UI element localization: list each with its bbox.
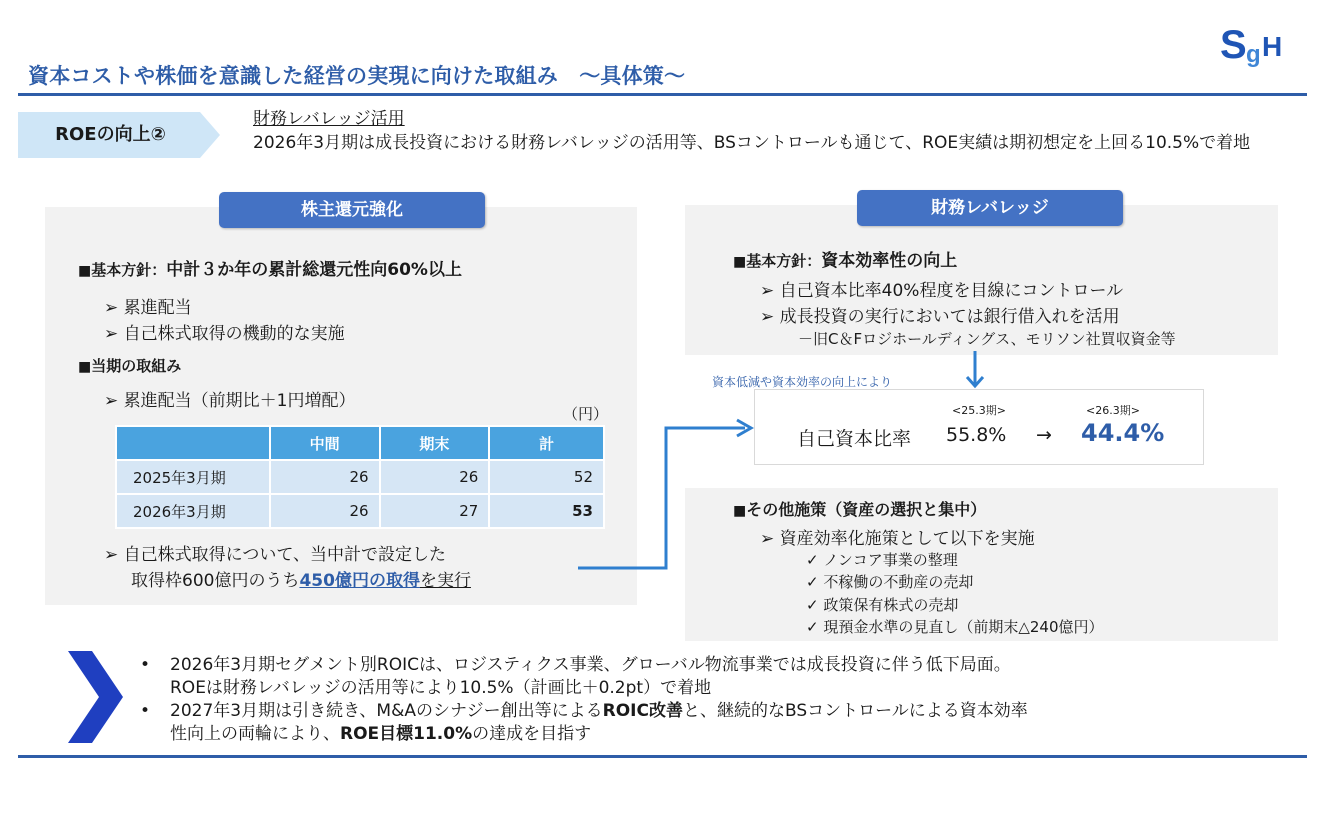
other-item: ➢ 資産効率化施策として以下を実施 (760, 529, 1035, 549)
summary-bullet-1: • 2026年3月期セグメント別ROICは、ロジスティクス事業、グローバル物流事業では成長投資に伴う低下局面。 (140, 655, 1011, 675)
shareholder-return-header: 株主還元強化 (219, 192, 485, 228)
arrow-bullet-icon: ➢ (760, 281, 780, 301)
row-label: 2025年3月期 (116, 460, 270, 494)
arrow-note: 資本低減や資本効率の向上により (712, 375, 893, 389)
svg-text:g: g (1246, 41, 1261, 68)
roe-tag-label: ROEの向上② (55, 124, 166, 145)
table-cell: 26 (270, 460, 380, 494)
arrow-bullet-icon: ➢ (760, 529, 780, 549)
square-bullet-icon: ■ (733, 254, 747, 270)
check-item: ✓ 政策保有株式の売却 (806, 596, 959, 614)
right-item-2: ➢ 成長投資の実行においては銀行借入れを活用 (760, 307, 1120, 327)
period-before: <25.3期> (952, 404, 1006, 417)
row-label: 2026年3月期 (116, 494, 270, 528)
check-item: ✓ 不稼働の不動産の売却 (806, 573, 974, 591)
other-title: ■その他施策（資産の選択と集中） (733, 500, 987, 519)
leverage-description: 2026年3月期は成長投資における財務レバレッジの活用等、BSコントロールも通じて、ROE実績は期初想定を上回る10.5%で着地 (253, 133, 1251, 153)
svg-text:S: S (1220, 23, 1247, 67)
unit-label: （円） (563, 405, 609, 423)
square-bullet-icon: ■ (78, 359, 92, 375)
ratio-before: 55.8% (946, 424, 1007, 446)
check-item: ✓ ノンコア事業の整理 (806, 551, 958, 569)
chevron-right-icon (68, 651, 123, 743)
bottom-rule (18, 755, 1307, 758)
table-corner (116, 426, 270, 460)
sgh-logo (1220, 22, 1292, 68)
arrow-bullet-icon: ➢ (104, 391, 124, 411)
right-item-1: ➢ 自己資本比率40%程度を目線にコントロール (760, 281, 1124, 301)
check-item: ✓ 現預金水準の見直し（前期末△240億円） (806, 618, 1104, 636)
summary-bullet-2: • 2027年3月期は引き続き、M&Aのシナジー創出等によるROIC改善と、継続的なBSコントロールによる資本効率 (140, 701, 1028, 721)
summary-bullets (140, 654, 1300, 746)
table-row (116, 460, 604, 494)
table-cell: 53 (489, 494, 604, 528)
table-row (116, 494, 604, 528)
table-header-row (116, 426, 604, 460)
summary-bullet-1-cont: ROEは財務レバレッジの活用等により10.5%（計画比＋0.2pt）で着地 (170, 678, 712, 698)
page-title: 資本コストや株価を意識した経営の実現に向けた取組み ～具体策～ (28, 64, 686, 88)
financial-leverage-header: 財務レバレッジ (857, 190, 1123, 226)
check-icon: ✓ (806, 618, 824, 636)
svg-text:H: H (1262, 31, 1283, 62)
ratio-arrow: → (1036, 424, 1052, 446)
table-cell: 27 (380, 494, 490, 528)
column-header: 中間 (270, 426, 380, 460)
summary-bullet-2-cont: 性向上の両輪により、ROE目標11.0%の達成を目指す (170, 724, 592, 744)
ratio-label: 自己資本比率 (797, 428, 912, 450)
column-header: 期末 (380, 426, 490, 460)
right-policy: ■基本方針：資本効率性の向上 (733, 251, 958, 271)
down-arrow-icon (964, 351, 986, 389)
left-policy: ■基本方針：中計３か年の累計総還元性向60%以上 (78, 260, 462, 280)
square-bullet-icon: ■ (733, 503, 747, 519)
leverage-heading: 財務レバレッジ活用 (253, 109, 405, 129)
current-title: ■当期の取組み (78, 357, 182, 375)
arrow-bullet-icon: ➢ (760, 307, 780, 327)
check-icon: ✓ (806, 551, 824, 569)
ratio-after: 44.4% (1081, 419, 1165, 447)
check-icon: ✓ (806, 573, 824, 591)
column-header: 計 (489, 426, 604, 460)
current-item: ➢ 累進配当（前期比＋1円増配） (104, 391, 356, 411)
table-cell: 52 (489, 460, 604, 494)
check-icon: ✓ (806, 596, 824, 614)
table-cell: 26 (380, 460, 490, 494)
buyback-highlight: 450億円の取得 (299, 571, 420, 591)
right-sub-item: －旧C＆Fロジホールディングス、モリソン社買収資金等 (798, 330, 1176, 348)
table-cell: 26 (270, 494, 380, 528)
title-rule (18, 93, 1307, 96)
buyback-line-2: 取得枠600億円のうち450億円の取得を実行 (131, 571, 471, 591)
square-bullet-icon: ■ (78, 263, 92, 279)
left-item-1: ➢ 累進配当 (104, 298, 192, 318)
dividend-table (115, 425, 605, 529)
arrow-bullet-icon: ➢ (104, 298, 124, 318)
period-after: <26.3期> (1086, 404, 1140, 417)
left-item-2: ➢ 自己株式取得の機動的な実施 (104, 324, 345, 344)
arrow-bullet-icon: ➢ (104, 324, 124, 344)
arrow-bullet-icon: ➢ (104, 545, 124, 565)
buyback-line-1: ➢ 自己株式取得について、当中計で設定した (104, 545, 446, 565)
